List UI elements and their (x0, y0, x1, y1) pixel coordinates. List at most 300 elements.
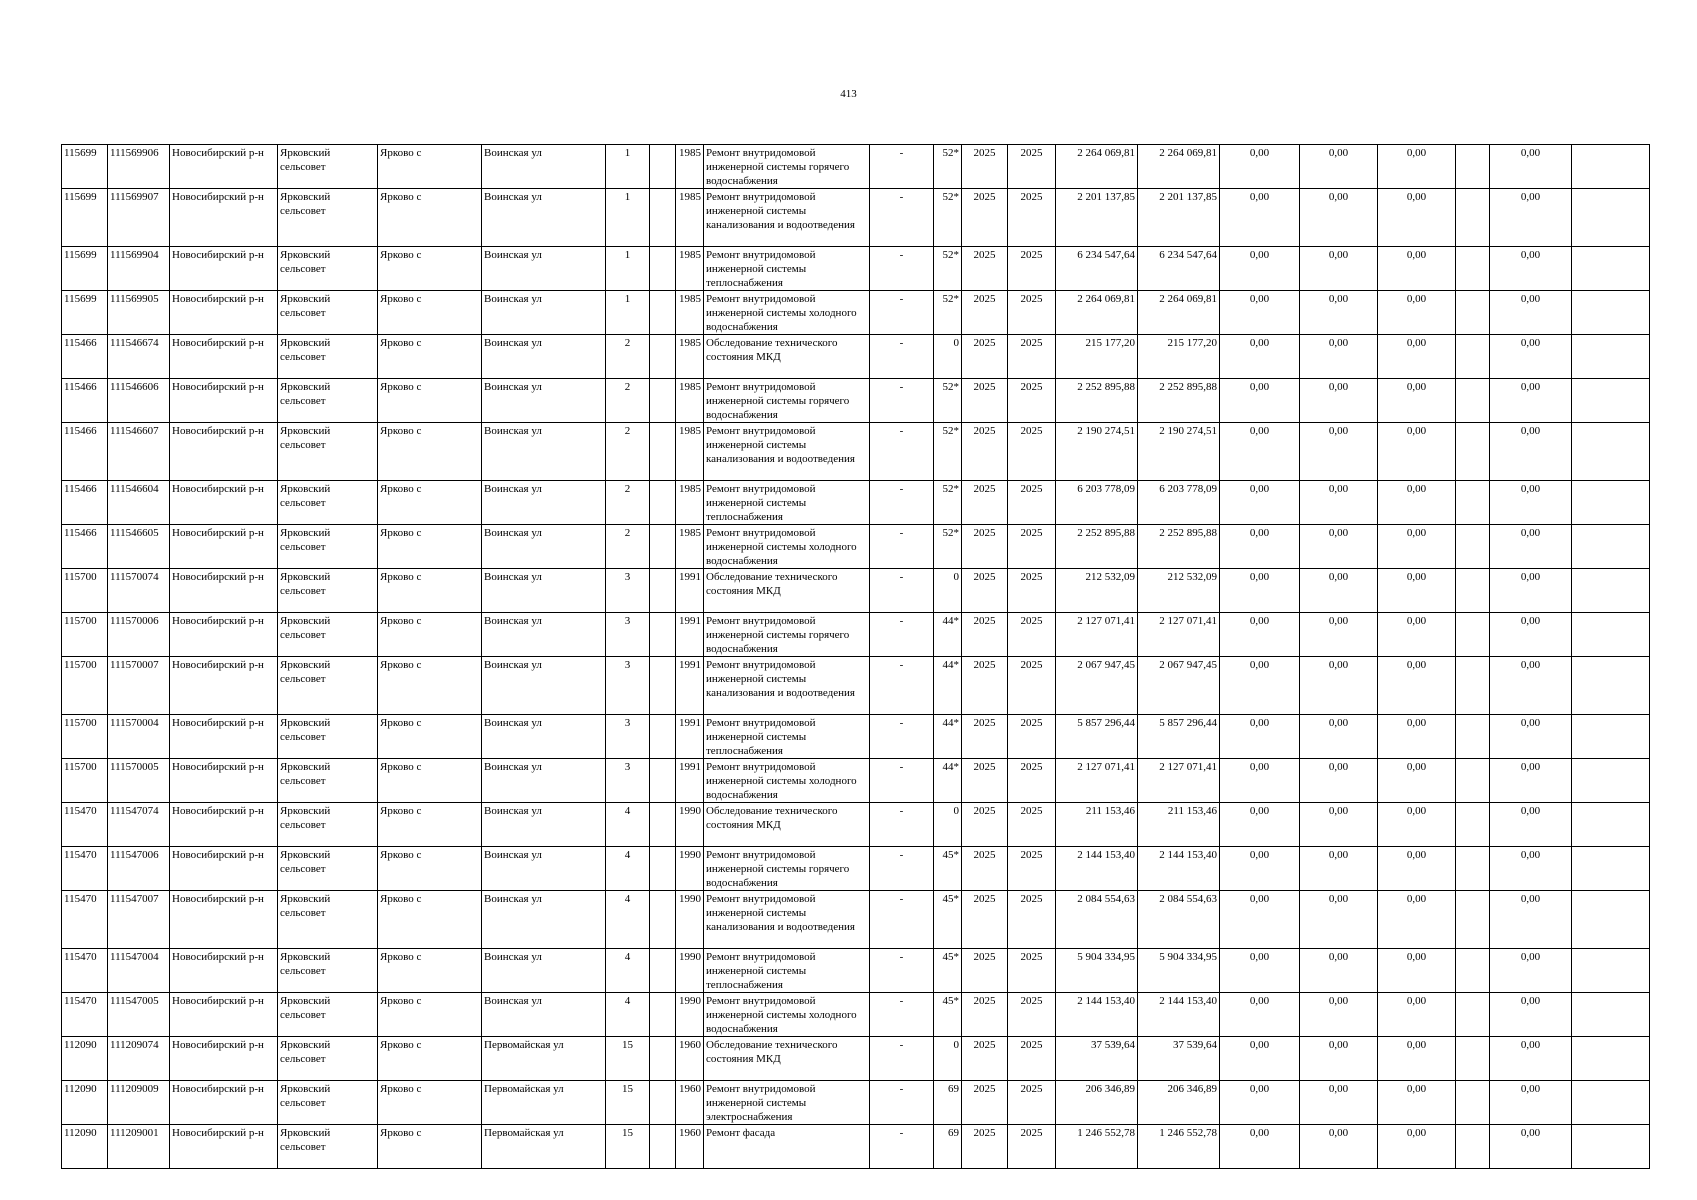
cell-sum2: 211 153,46 (1138, 803, 1220, 847)
cell-corpus (650, 1125, 676, 1169)
cell-code: 111547004 (108, 949, 170, 993)
cell-v5: 0,00 (1490, 613, 1572, 657)
cell-year: 1985 (676, 189, 704, 247)
cell-v5: 0,00 (1490, 1037, 1572, 1081)
cell-dash: - (870, 613, 934, 657)
cell-house: 4 (606, 803, 650, 847)
cell-dash: - (870, 993, 934, 1037)
cell-council: Ярковский сельсовет (278, 145, 378, 189)
cell-v4 (1456, 993, 1490, 1037)
cell-v4 (1456, 189, 1490, 247)
cell-y2: 2025 (1008, 891, 1056, 949)
cell-y2: 2025 (1008, 145, 1056, 189)
cell-v1: 0,00 (1220, 891, 1300, 949)
cell-work: Ремонт внутридомовой инженерной системы холодного водоснабжения (704, 291, 870, 335)
cell-v2: 0,00 (1300, 379, 1378, 423)
cell-corpus (650, 481, 676, 525)
cell-sum1: 6 234 547,64 (1056, 247, 1138, 291)
cell-v1: 0,00 (1220, 481, 1300, 525)
cell-dash: - (870, 759, 934, 803)
cell-district: Новосибирский р-н (170, 189, 278, 247)
cell-id: 115466 (62, 423, 108, 481)
cell-dash: - (870, 715, 934, 759)
cell-settlement: Ярково с (378, 247, 482, 291)
cell-v3: 0,00 (1378, 891, 1456, 949)
cell-street: Воинская ул (482, 247, 606, 291)
cell-v4 (1456, 847, 1490, 891)
cell-v6 (1572, 847, 1650, 891)
cell-id: 115700 (62, 715, 108, 759)
cell-wear: 45* (934, 891, 962, 949)
cell-house: 3 (606, 569, 650, 613)
cell-v6 (1572, 423, 1650, 481)
table-row (62, 759, 1650, 803)
page-number: 413 (840, 88, 857, 100)
cell-corpus (650, 335, 676, 379)
cell-year: 1960 (676, 1125, 704, 1169)
cell-district: Новосибирский р-н (170, 1125, 278, 1169)
cell-v6 (1572, 335, 1650, 379)
cell-y1: 2025 (962, 715, 1008, 759)
cell-settlement: Ярково с (378, 1125, 482, 1169)
cell-council: Ярковский сельсовет (278, 803, 378, 847)
cell-district: Новосибирский р-н (170, 379, 278, 423)
cell-sum2: 2 084 554,63 (1138, 891, 1220, 949)
cell-wear: 52* (934, 189, 962, 247)
cell-council: Ярковский сельсовет (278, 481, 378, 525)
table-row (62, 657, 1650, 715)
cell-y2: 2025 (1008, 1081, 1056, 1125)
cell-settlement: Ярково с (378, 803, 482, 847)
cell-v2: 0,00 (1300, 1037, 1378, 1081)
cell-v2: 0,00 (1300, 715, 1378, 759)
cell-code: 111570074 (108, 569, 170, 613)
table-row (62, 847, 1650, 891)
cell-v3: 0,00 (1378, 1081, 1456, 1125)
cell-v5: 0,00 (1490, 1081, 1572, 1125)
cell-council: Ярковский сельсовет (278, 189, 378, 247)
cell-corpus (650, 291, 676, 335)
cell-id: 115699 (62, 247, 108, 291)
cell-house: 4 (606, 993, 650, 1037)
cell-v6 (1572, 145, 1650, 189)
cell-v5: 0,00 (1490, 891, 1572, 949)
cell-v4 (1456, 1081, 1490, 1125)
cell-dash: - (870, 1037, 934, 1081)
cell-settlement: Ярково с (378, 715, 482, 759)
cell-wear: 52* (934, 525, 962, 569)
cell-street: Воинская ул (482, 715, 606, 759)
cell-v1: 0,00 (1220, 993, 1300, 1037)
cell-work: Ремонт внутридомовой инженерной системы канализования и водоотведения (704, 657, 870, 715)
cell-code: 111569907 (108, 189, 170, 247)
cell-v4 (1456, 803, 1490, 847)
cell-sum2: 2 190 274,51 (1138, 423, 1220, 481)
cell-code: 111209074 (108, 1037, 170, 1081)
cell-year: 1991 (676, 613, 704, 657)
cell-street: Воинская ул (482, 657, 606, 715)
cell-sum1: 2 127 071,41 (1056, 613, 1138, 657)
table-row (62, 803, 1650, 847)
cell-council: Ярковский сельсовет (278, 949, 378, 993)
cell-sum1: 2 252 895,88 (1056, 379, 1138, 423)
cell-v1: 0,00 (1220, 715, 1300, 759)
cell-year: 1985 (676, 423, 704, 481)
cell-house: 1 (606, 145, 650, 189)
table-body (62, 145, 1650, 1169)
cell-y2: 2025 (1008, 569, 1056, 613)
cell-house: 15 (606, 1125, 650, 1169)
cell-corpus (650, 613, 676, 657)
cell-house: 15 (606, 1037, 650, 1081)
cell-council: Ярковский сельсовет (278, 715, 378, 759)
cell-house: 2 (606, 335, 650, 379)
cell-code: 111569904 (108, 247, 170, 291)
cell-v2: 0,00 (1300, 847, 1378, 891)
cell-street: Воинская ул (482, 291, 606, 335)
cell-work: Ремонт внутридомовой инженерной системы теплоснабжения (704, 481, 870, 525)
cell-y2: 2025 (1008, 657, 1056, 715)
cell-y2: 2025 (1008, 1037, 1056, 1081)
cell-settlement: Ярково с (378, 759, 482, 803)
cell-settlement: Ярково с (378, 189, 482, 247)
cell-v3: 0,00 (1378, 1125, 1456, 1169)
cell-sum2: 37 539,64 (1138, 1037, 1220, 1081)
cell-sum1: 6 203 778,09 (1056, 481, 1138, 525)
cell-council: Ярковский сельсовет (278, 247, 378, 291)
cell-v3: 0,00 (1378, 145, 1456, 189)
cell-v3: 0,00 (1378, 993, 1456, 1037)
cell-wear: 52* (934, 423, 962, 481)
cell-house: 15 (606, 1081, 650, 1125)
cell-sum2: 2 067 947,45 (1138, 657, 1220, 715)
cell-dash: - (870, 525, 934, 569)
table-row (62, 569, 1650, 613)
cell-corpus (650, 715, 676, 759)
cell-v2: 0,00 (1300, 481, 1378, 525)
cell-y2: 2025 (1008, 613, 1056, 657)
cell-council: Ярковский сельсовет (278, 1037, 378, 1081)
cell-council: Ярковский сельсовет (278, 423, 378, 481)
cell-settlement: Ярково с (378, 145, 482, 189)
cell-v1: 0,00 (1220, 525, 1300, 569)
cell-v5: 0,00 (1490, 569, 1572, 613)
cell-wear: 44* (934, 657, 962, 715)
cell-v4 (1456, 247, 1490, 291)
cell-v6 (1572, 891, 1650, 949)
cell-v3: 0,00 (1378, 803, 1456, 847)
cell-code: 111209001 (108, 1125, 170, 1169)
cell-id: 115700 (62, 759, 108, 803)
cell-code: 111546605 (108, 525, 170, 569)
cell-code: 111570007 (108, 657, 170, 715)
cell-y1: 2025 (962, 379, 1008, 423)
cell-y1: 2025 (962, 803, 1008, 847)
cell-year: 1990 (676, 949, 704, 993)
cell-work: Ремонт внутридомовой инженерной системы теплоснабжения (704, 949, 870, 993)
cell-corpus (650, 145, 676, 189)
cell-v6 (1572, 993, 1650, 1037)
cell-street: Первомайская ул (482, 1037, 606, 1081)
cell-v1: 0,00 (1220, 949, 1300, 993)
cell-y2: 2025 (1008, 335, 1056, 379)
cell-district: Новосибирский р-н (170, 613, 278, 657)
cell-dash: - (870, 481, 934, 525)
cell-corpus (650, 803, 676, 847)
cell-v6 (1572, 481, 1650, 525)
cell-settlement: Ярково с (378, 291, 482, 335)
cell-council: Ярковский сельсовет (278, 291, 378, 335)
cell-v1: 0,00 (1220, 1081, 1300, 1125)
cell-year: 1985 (676, 145, 704, 189)
cell-v1: 0,00 (1220, 145, 1300, 189)
cell-v5: 0,00 (1490, 993, 1572, 1037)
cell-v3: 0,00 (1378, 525, 1456, 569)
cell-v5: 0,00 (1490, 145, 1572, 189)
cell-code: 111569906 (108, 145, 170, 189)
cell-v2: 0,00 (1300, 423, 1378, 481)
cell-v2: 0,00 (1300, 803, 1378, 847)
cell-work: Ремонт внутридомовой инженерной системы горячего водоснабжения (704, 145, 870, 189)
cell-wear: 0 (934, 1037, 962, 1081)
cell-v1: 0,00 (1220, 379, 1300, 423)
cell-y1: 2025 (962, 291, 1008, 335)
cell-sum2: 2 127 071,41 (1138, 613, 1220, 657)
cell-v1: 0,00 (1220, 247, 1300, 291)
cell-y1: 2025 (962, 247, 1008, 291)
cell-sum2: 6 203 778,09 (1138, 481, 1220, 525)
cell-street: Воинская ул (482, 613, 606, 657)
cell-y1: 2025 (962, 145, 1008, 189)
cell-wear: 52* (934, 291, 962, 335)
cell-work: Обследование технического состояния МКД (704, 1037, 870, 1081)
cell-v5: 0,00 (1490, 657, 1572, 715)
cell-id: 112090 (62, 1037, 108, 1081)
cell-v1: 0,00 (1220, 291, 1300, 335)
cell-id: 115699 (62, 189, 108, 247)
cell-sum1: 2 067 947,45 (1056, 657, 1138, 715)
cell-v1: 0,00 (1220, 1125, 1300, 1169)
cell-v4 (1456, 613, 1490, 657)
cell-y2: 2025 (1008, 423, 1056, 481)
cell-y1: 2025 (962, 847, 1008, 891)
cell-district: Новосибирский р-н (170, 423, 278, 481)
table-row (62, 247, 1650, 291)
cell-v4 (1456, 891, 1490, 949)
cell-street: Воинская ул (482, 335, 606, 379)
cell-street: Первомайская ул (482, 1125, 606, 1169)
cell-council: Ярковский сельсовет (278, 379, 378, 423)
cell-year: 1991 (676, 569, 704, 613)
cell-work: Ремонт внутридомовой инженерной системы теплоснабжения (704, 715, 870, 759)
cell-id: 115466 (62, 379, 108, 423)
cell-v4 (1456, 379, 1490, 423)
cell-sum1: 2 127 071,41 (1056, 759, 1138, 803)
cell-district: Новосибирский р-н (170, 1081, 278, 1125)
cell-v3: 0,00 (1378, 379, 1456, 423)
cell-v2: 0,00 (1300, 247, 1378, 291)
cell-dash: - (870, 1081, 934, 1125)
cell-v1: 0,00 (1220, 759, 1300, 803)
cell-corpus (650, 847, 676, 891)
cell-sum2: 2 264 069,81 (1138, 145, 1220, 189)
cell-code: 111209009 (108, 1081, 170, 1125)
cell-work: Ремонт внутридомовой инженерной системы теплоснабжения (704, 247, 870, 291)
cell-house: 3 (606, 613, 650, 657)
cell-settlement: Ярково с (378, 481, 482, 525)
cell-work: Обследование технического состояния МКД (704, 803, 870, 847)
cell-v4 (1456, 569, 1490, 613)
cell-v3: 0,00 (1378, 335, 1456, 379)
cell-work: Ремонт внутридомовой инженерной системы канализования и водоотведения (704, 423, 870, 481)
cell-district: Новосибирский р-н (170, 569, 278, 613)
cell-year: 1985 (676, 481, 704, 525)
cell-v3: 0,00 (1378, 759, 1456, 803)
cell-work: Ремонт внутридомовой инженерной системы канализования и водоотведения (704, 891, 870, 949)
cell-y1: 2025 (962, 525, 1008, 569)
cell-settlement: Ярково с (378, 335, 482, 379)
cell-district: Новосибирский р-н (170, 949, 278, 993)
cell-code: 111569905 (108, 291, 170, 335)
cell-year: 1985 (676, 335, 704, 379)
cell-sum1: 37 539,64 (1056, 1037, 1138, 1081)
cell-street: Воинская ул (482, 847, 606, 891)
cell-wear: 69 (934, 1125, 962, 1169)
table-row (62, 145, 1650, 189)
cell-v5: 0,00 (1490, 423, 1572, 481)
cell-sum2: 5 857 296,44 (1138, 715, 1220, 759)
cell-year: 1991 (676, 759, 704, 803)
cell-corpus (650, 657, 676, 715)
cell-v5: 0,00 (1490, 189, 1572, 247)
cell-v4 (1456, 759, 1490, 803)
cell-y1: 2025 (962, 189, 1008, 247)
cell-work: Ремонт внутридомовой инженерной системы холодного водоснабжения (704, 759, 870, 803)
cell-district: Новосибирский р-н (170, 715, 278, 759)
cell-y2: 2025 (1008, 481, 1056, 525)
cell-corpus (650, 189, 676, 247)
cell-dash: - (870, 1125, 934, 1169)
cell-v3: 0,00 (1378, 481, 1456, 525)
cell-street: Воинская ул (482, 569, 606, 613)
cell-v1: 0,00 (1220, 189, 1300, 247)
cell-v2: 0,00 (1300, 145, 1378, 189)
cell-council: Ярковский сельсовет (278, 335, 378, 379)
cell-v5: 0,00 (1490, 291, 1572, 335)
cell-settlement: Ярково с (378, 525, 482, 569)
cell-v5: 0,00 (1490, 1125, 1572, 1169)
cell-corpus (650, 759, 676, 803)
cell-v3: 0,00 (1378, 423, 1456, 481)
cell-v1: 0,00 (1220, 613, 1300, 657)
cell-corpus (650, 1037, 676, 1081)
cell-council: Ярковский сельсовет (278, 847, 378, 891)
cell-settlement: Ярково с (378, 1037, 482, 1081)
table-row (62, 1125, 1650, 1169)
cell-wear: 52* (934, 379, 962, 423)
cell-street: Воинская ул (482, 189, 606, 247)
cell-id: 115466 (62, 525, 108, 569)
cell-code: 111547007 (108, 891, 170, 949)
cell-sum1: 206 346,89 (1056, 1081, 1138, 1125)
cell-work: Обследование технического состояния МКД (704, 569, 870, 613)
cell-district: Новосибирский р-н (170, 657, 278, 715)
cell-house: 1 (606, 291, 650, 335)
cell-sum2: 6 234 547,64 (1138, 247, 1220, 291)
cell-code: 111547074 (108, 803, 170, 847)
cell-house: 2 (606, 379, 650, 423)
cell-id: 115470 (62, 949, 108, 993)
cell-sum2: 206 346,89 (1138, 1081, 1220, 1125)
cell-corpus (650, 379, 676, 423)
cell-v4 (1456, 657, 1490, 715)
cell-v3: 0,00 (1378, 847, 1456, 891)
cell-dash: - (870, 949, 934, 993)
cell-v5: 0,00 (1490, 481, 1572, 525)
cell-sum2: 212 532,09 (1138, 569, 1220, 613)
cell-y2: 2025 (1008, 847, 1056, 891)
cell-v3: 0,00 (1378, 657, 1456, 715)
cell-sum1: 215 177,20 (1056, 335, 1138, 379)
cell-wear: 69 (934, 1081, 962, 1125)
cell-settlement: Ярково с (378, 847, 482, 891)
cell-district: Новосибирский р-н (170, 525, 278, 569)
cell-v6 (1572, 379, 1650, 423)
table-row (62, 993, 1650, 1037)
cell-v6 (1572, 657, 1650, 715)
cell-settlement: Ярково с (378, 891, 482, 949)
cell-v2: 0,00 (1300, 335, 1378, 379)
cell-settlement: Ярково с (378, 1081, 482, 1125)
cell-year: 1985 (676, 291, 704, 335)
cell-year: 1985 (676, 525, 704, 569)
cell-v4 (1456, 525, 1490, 569)
cell-year: 1991 (676, 715, 704, 759)
cell-corpus (650, 993, 676, 1037)
cell-v1: 0,00 (1220, 803, 1300, 847)
cell-code: 111570005 (108, 759, 170, 803)
cell-sum2: 2 252 895,88 (1138, 525, 1220, 569)
cell-id: 115470 (62, 803, 108, 847)
cell-v2: 0,00 (1300, 189, 1378, 247)
cell-v4 (1456, 1125, 1490, 1169)
cell-v2: 0,00 (1300, 759, 1378, 803)
cell-settlement: Ярково с (378, 423, 482, 481)
cell-y1: 2025 (962, 423, 1008, 481)
cell-house: 4 (606, 949, 650, 993)
cell-sum1: 2 190 274,51 (1056, 423, 1138, 481)
cell-v2: 0,00 (1300, 993, 1378, 1037)
table-row (62, 481, 1650, 525)
cell-year: 1960 (676, 1037, 704, 1081)
cell-house: 4 (606, 847, 650, 891)
cell-wear: 0 (934, 569, 962, 613)
cell-corpus (650, 569, 676, 613)
cell-v1: 0,00 (1220, 1037, 1300, 1081)
cell-v6 (1572, 569, 1650, 613)
cell-code: 111546606 (108, 379, 170, 423)
cell-wear: 44* (934, 715, 962, 759)
cell-street: Воинская ул (482, 145, 606, 189)
table-row (62, 335, 1650, 379)
table-row (62, 1081, 1650, 1125)
cell-year: 1985 (676, 247, 704, 291)
cell-v2: 0,00 (1300, 1125, 1378, 1169)
cell-v1: 0,00 (1220, 335, 1300, 379)
cell-v6 (1572, 715, 1650, 759)
cell-council: Ярковский сельсовет (278, 993, 378, 1037)
cell-wear: 45* (934, 949, 962, 993)
